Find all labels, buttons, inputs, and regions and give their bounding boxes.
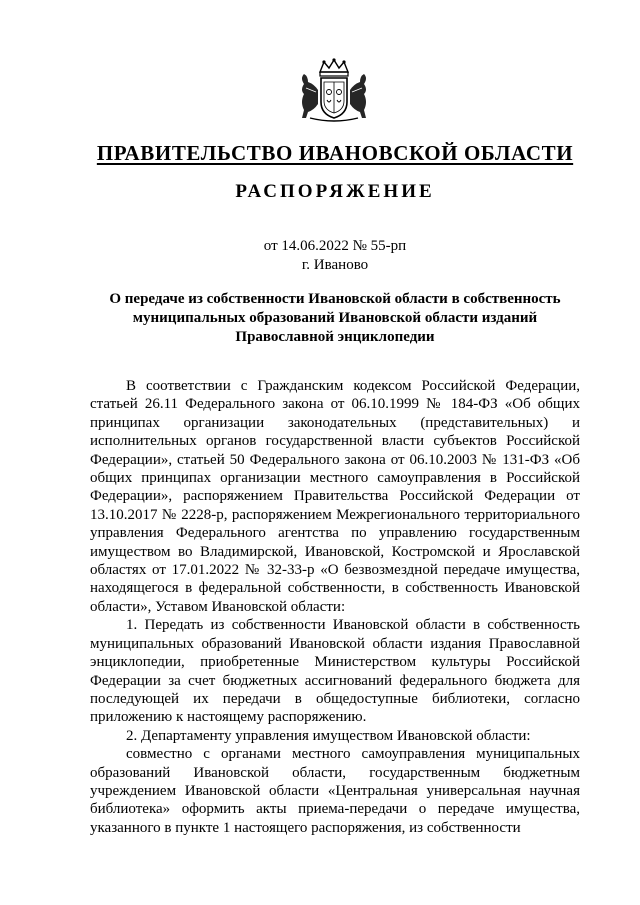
document-type: РАСПОРЯЖЕНИЕ — [235, 181, 435, 202]
document-subject: О передаче из собственности Ивановской области в собственность муниципальных образований Ивановской области изданий Православной энциклопедии — [109, 291, 561, 345]
government-title: ПРАВИТЕЛЬСТВО ИВАНОВСКОЙ ОБЛАСТИ — [96, 141, 574, 165]
item-2-paragraph: совместно с органами местного самоуправления муниципальных образований Ивановской области, государственным бюджетным учреждением Ивановской области «Центральная универсальная научная библиотека» оформить акты приема-передачи о передаче имущества, указанного в пункте 1 настоящего распоряжения, из собственности — [90, 746, 580, 836]
document-city: г. Иваново — [301, 257, 369, 273]
item-2-heading: 2. Департаменту управления имуществом Ивановской области: — [126, 727, 531, 744]
item-1-paragraph: 1. Передать из собственности Ивановской области в собственность муниципальных образований Ивановской области издания Православной энциклопедии, приобретенные Министерством культуры Российской Федерации за счет бюджетных ассигнований федерального бюджета для последующей их передачи в общедоступные библиотеки, согласно приложению к настоящему распоряжению. — [90, 617, 580, 726]
preamble-paragraph: В соответствии с Гражданским кодексом Российской Федерации, статьей 26.11 Федерального закона от 06.10.1999 № 184-ФЗ «Об общих принципах организации законодательных (представительных) и исполнительных органов государственной власти субъектов Российской Федерации», статьей 50 Федерального закона от 06.10.2003 № 131-ФЗ «Об общих принципах организации местного самоуправления в Российской Федерации», распоряжением Правительства Российской Федерации от 13.10.2017 № 2228-р, распоряжением Межрегионального территориального управления Федерального агентства по управлению государственным имуществом во Владимирской, Ивановской, Костромской и Ярославской областях от 17.01.2022 № 32-33-р «О безвозмездной передаче имущества, находящегося в федеральной собственности, в собственность Ивановской области», Уставом Ивановской области: — [90, 378, 580, 615]
document-date-number: от 14.06.2022 № 55-рп — [263, 238, 407, 254]
ivanovo-coat-of-arms-icon — [296, 58, 372, 124]
document-body — [90, 377, 580, 837]
